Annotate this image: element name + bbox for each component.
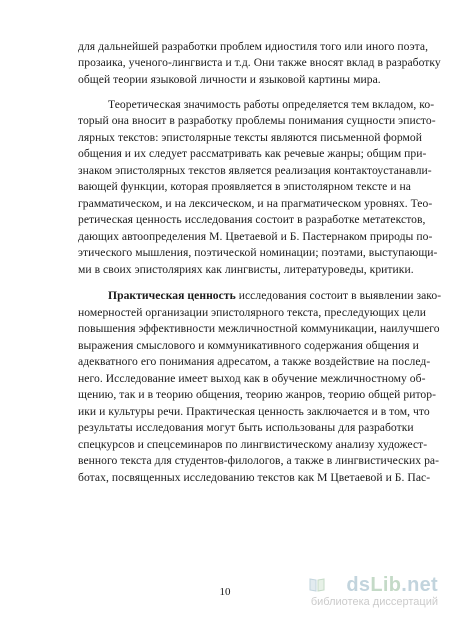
text-line: этического мышления, поэтической номинации; поэтами, выступающи- xyxy=(78,246,438,259)
text-line: знаком эпистолярных текстов является реализация контактоустанавли- xyxy=(78,164,432,177)
watermark-logo: dsLib.net xyxy=(346,574,438,596)
watermark xyxy=(268,574,438,614)
text-line: общей теории языковой личности и языковой картины мира. xyxy=(78,73,381,86)
text-line: торый она вносит в разработку проблемы понимания сущности эписто- xyxy=(78,114,436,127)
text-line: ики и культуры речи. Практическая ценность заключается и в том, что xyxy=(78,405,430,418)
watermark-tagline: библиотека диссертаций xyxy=(310,596,438,608)
text-line: венного текста для студентов-филологов, а также в лингвистических ра- xyxy=(78,454,440,467)
text-line: дающих автоопределения М. Цветаевой и Б. Пастернаком природы по- xyxy=(78,230,433,243)
book-icon xyxy=(308,576,326,594)
text-line: ми в своих эпистоляриях как лингвисты, литературоведы, критики. xyxy=(78,263,414,276)
text-line-rest: исследования состоит в выявлении зако- xyxy=(238,289,442,302)
text-line: него. Исследование имеет выход как в обучение межличностному об- xyxy=(78,372,426,385)
text-line: номерностей организации эпистолярного текста, преследующих цели xyxy=(78,306,427,319)
text-line: вающей функции, которая проявляется в эпистолярном тексте и на xyxy=(78,180,411,193)
text-line: ретическая ценность исследования состоит в разработке метатекстов, xyxy=(78,213,426,226)
text-line: спецкурсов и спецсеминаров по лингвистическому анализу художест- xyxy=(78,438,428,451)
text-line: лярных текстов: эпистолярные тексты являются письменной формой xyxy=(78,131,422,144)
text-line: результаты исследования могут быть использованы для разработки xyxy=(78,421,414,434)
text-line: повышения эффективности межличностной коммуникации, наилучшего xyxy=(78,322,440,335)
text-line: Теоретическая значимость работы определяется тем вкладом, ко- xyxy=(108,98,435,111)
text-line: грамматическом, и на лексическом, и на прагматическом уровнях. Тео- xyxy=(78,197,433,210)
bold-lead: Практическая ценность xyxy=(108,289,236,302)
text-line-with-bold-lead xyxy=(108,289,442,303)
text-line: для дальнейшей разработки проблем идиостиля того или иного поэта, xyxy=(78,40,429,53)
text-line: ботах, посвященных исследованию текстов как М Цветаевой и Б. Пас- xyxy=(78,471,431,484)
text-line: общения и их следует рассматривать как речевые жанры; общим при- xyxy=(78,147,427,160)
text-line: выражения смыслового и коммуникативного содержания общения и xyxy=(78,339,419,352)
text-line: адекватного его понимания адресатом, а также воздействие на послед- xyxy=(78,355,431,368)
page-number: 10 xyxy=(219,586,231,598)
text-line: прозаика, ученого-лингвиста и т.д. Они также вносят вклад в разработку xyxy=(78,56,441,69)
text-line: щению, так и в теорию общения, теорию жанров, теорию общей ритор- xyxy=(78,388,437,401)
